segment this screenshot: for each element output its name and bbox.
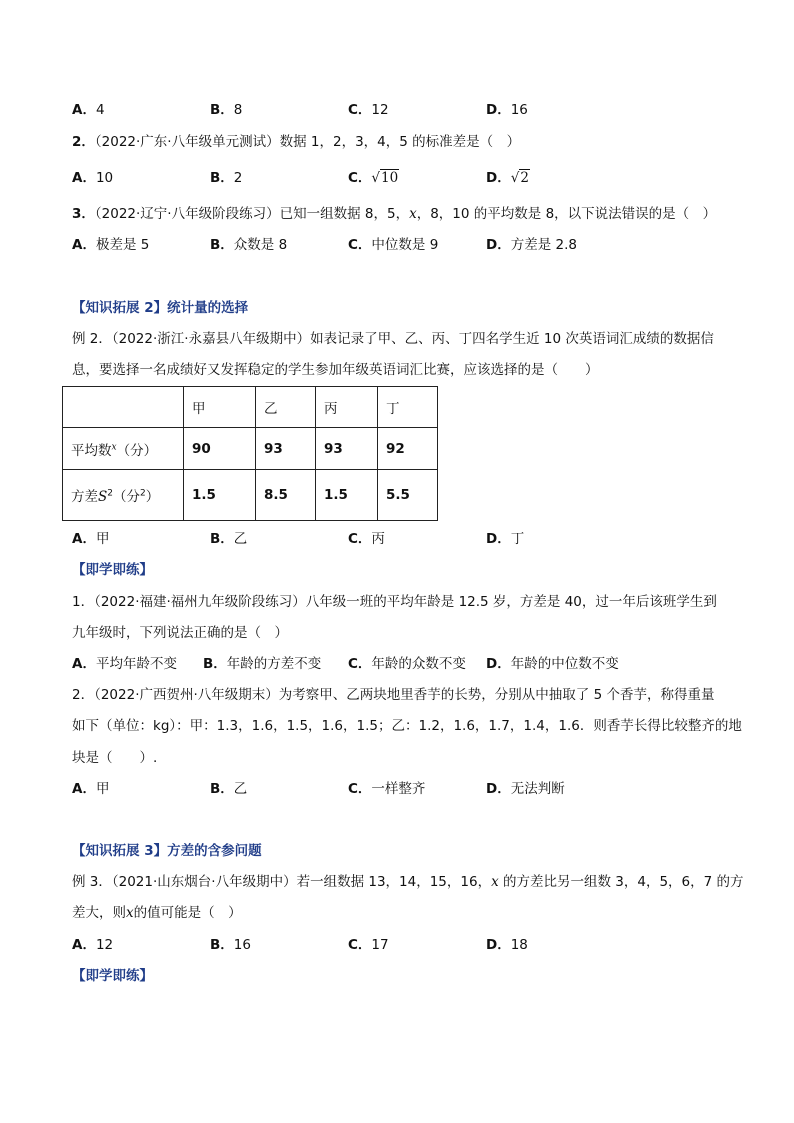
table-cell: 90 (184, 428, 256, 470)
ex3-option-d: D．18 (486, 937, 528, 953)
table-cell: 1.5 (316, 470, 378, 521)
section-header-ext3: 【知识拓展 3】方差的含参问题 (72, 843, 262, 859)
table-header-cell: 甲 (184, 387, 256, 428)
p1-option-c: C．年龄的众数不变 (348, 656, 466, 672)
p1-line1: 1．（2022·福建·福州九年级阶段练习）八年级一班的平均年龄是 12.5 岁，方差是 40，过一年后该班学生到 (72, 594, 717, 610)
q2-option-b: B．2 (210, 170, 243, 186)
table-header-cell: 乙 (256, 387, 316, 428)
table-row-mean (63, 428, 438, 470)
section-header-practice-2: 【即学即练】 (72, 968, 153, 984)
p1-option-a: A．平均年龄不变 (72, 656, 177, 672)
ex2-option-b: B．乙 (210, 531, 248, 547)
p2-line1: 2．（2022·广西贺州·八年级期末）为考察甲、乙两块地里香芋的长势，分别从中抽取了 5 个香芋，称得重量 (72, 687, 715, 703)
q3-option-d: D．方差是 2.8 (486, 237, 577, 253)
q1-option-d: D．16 (486, 102, 528, 118)
ex2-line1: 例 2．（2022·浙江·永嘉县八年级期中）如表记录了甲、乙、丙、丁四名学生近 10 次英语词汇成绩的数据信 (72, 331, 714, 347)
q1-option-b: B．8 (210, 102, 243, 118)
ex2-option-d: D．丁 (486, 531, 525, 547)
q2-option-d: D．√2 (486, 170, 529, 186)
q2-stem: 2．（2022·广东·八年级单元测试）数据 1，2，3，4，5 的标准差是（ ） (72, 134, 521, 150)
stats-table (62, 386, 438, 521)
table-cell: 92 (378, 428, 438, 470)
p2-option-d: D．无法判断 (486, 781, 565, 797)
table-cell: 1.5 (184, 470, 256, 521)
p1-option-d: D．年龄的中位数不变 (486, 656, 619, 672)
table-header-row (63, 387, 438, 428)
q1-option-c: C．12 (348, 102, 389, 118)
q2-option-a: A．10 (72, 170, 114, 186)
mean-label-cell: 平均数$^x$（分） (63, 428, 184, 470)
p2-line2: 如下（单位：kg）：甲：1.3，1.6，1.5，1.6，1.5；乙：1.2，1.6，1.7，1.4，1.6．则香芋长得比较整齐的地 (72, 718, 742, 734)
table-cell: 93 (316, 428, 378, 470)
ex3-line2: 差大，则x的值可能是（ ） (72, 905, 242, 921)
p1-line2: 九年级时，下列说法正确的是（ ） (72, 625, 288, 641)
p2-option-a: A．甲 (72, 781, 110, 797)
ex3-option-a: A．12 (72, 937, 114, 953)
q3-option-a: A．极差是 5 (72, 237, 150, 253)
q3-option-b: B．众数是 8 (210, 237, 288, 253)
q3-stem: 3．（2022·辽宁·八年级阶段练习）已知一组数据 8，5，x，8，10 的平均数是 8，以下说法错误的是（ ） (72, 206, 717, 222)
q1-option-a: A．4 (72, 102, 105, 118)
variance-label-cell: 方差$S^2$（分$^2$） (63, 470, 184, 521)
table-cell: 8.5 (256, 470, 316, 521)
ex3-option-c: C．17 (348, 937, 389, 953)
section-header-practice: 【即学即练】 (72, 562, 153, 578)
ex2-option-a: A．甲 (72, 531, 110, 547)
ex3-line1: 例 3．（2021·山东烟台·八年级期中）若一组数据 13，14，15，16，x 的方差比另一组数 3，4，5，6，7 的方 (72, 874, 744, 890)
p2-option-b: B．乙 (210, 781, 248, 797)
table-header-cell: 丁 (378, 387, 438, 428)
table-cell: 93 (256, 428, 316, 470)
p2-line3: 块是（ ）. (72, 750, 158, 766)
table-header-cell (63, 387, 184, 428)
table-cell: 5.5 (378, 470, 438, 521)
table-header-cell: 丙 (316, 387, 378, 428)
table-row-variance (63, 470, 438, 521)
ex2-option-c: C．丙 (348, 531, 385, 547)
q2-option-c: C．√10 (348, 170, 399, 186)
p1-option-b: B．年龄的方差不变 (203, 656, 322, 672)
q3-option-c: C．中位数是 9 (348, 237, 439, 253)
ex2-line2: 息，要选择一名成绩好又发挥稳定的学生参加年级英语词汇比赛，应该选择的是（ ） (72, 362, 599, 378)
ex3-option-b: B．16 (210, 937, 251, 953)
p2-option-c: C．一样整齐 (348, 781, 426, 797)
section-header-ext2: 【知识拓展 2】统计量的选择 (72, 300, 249, 316)
